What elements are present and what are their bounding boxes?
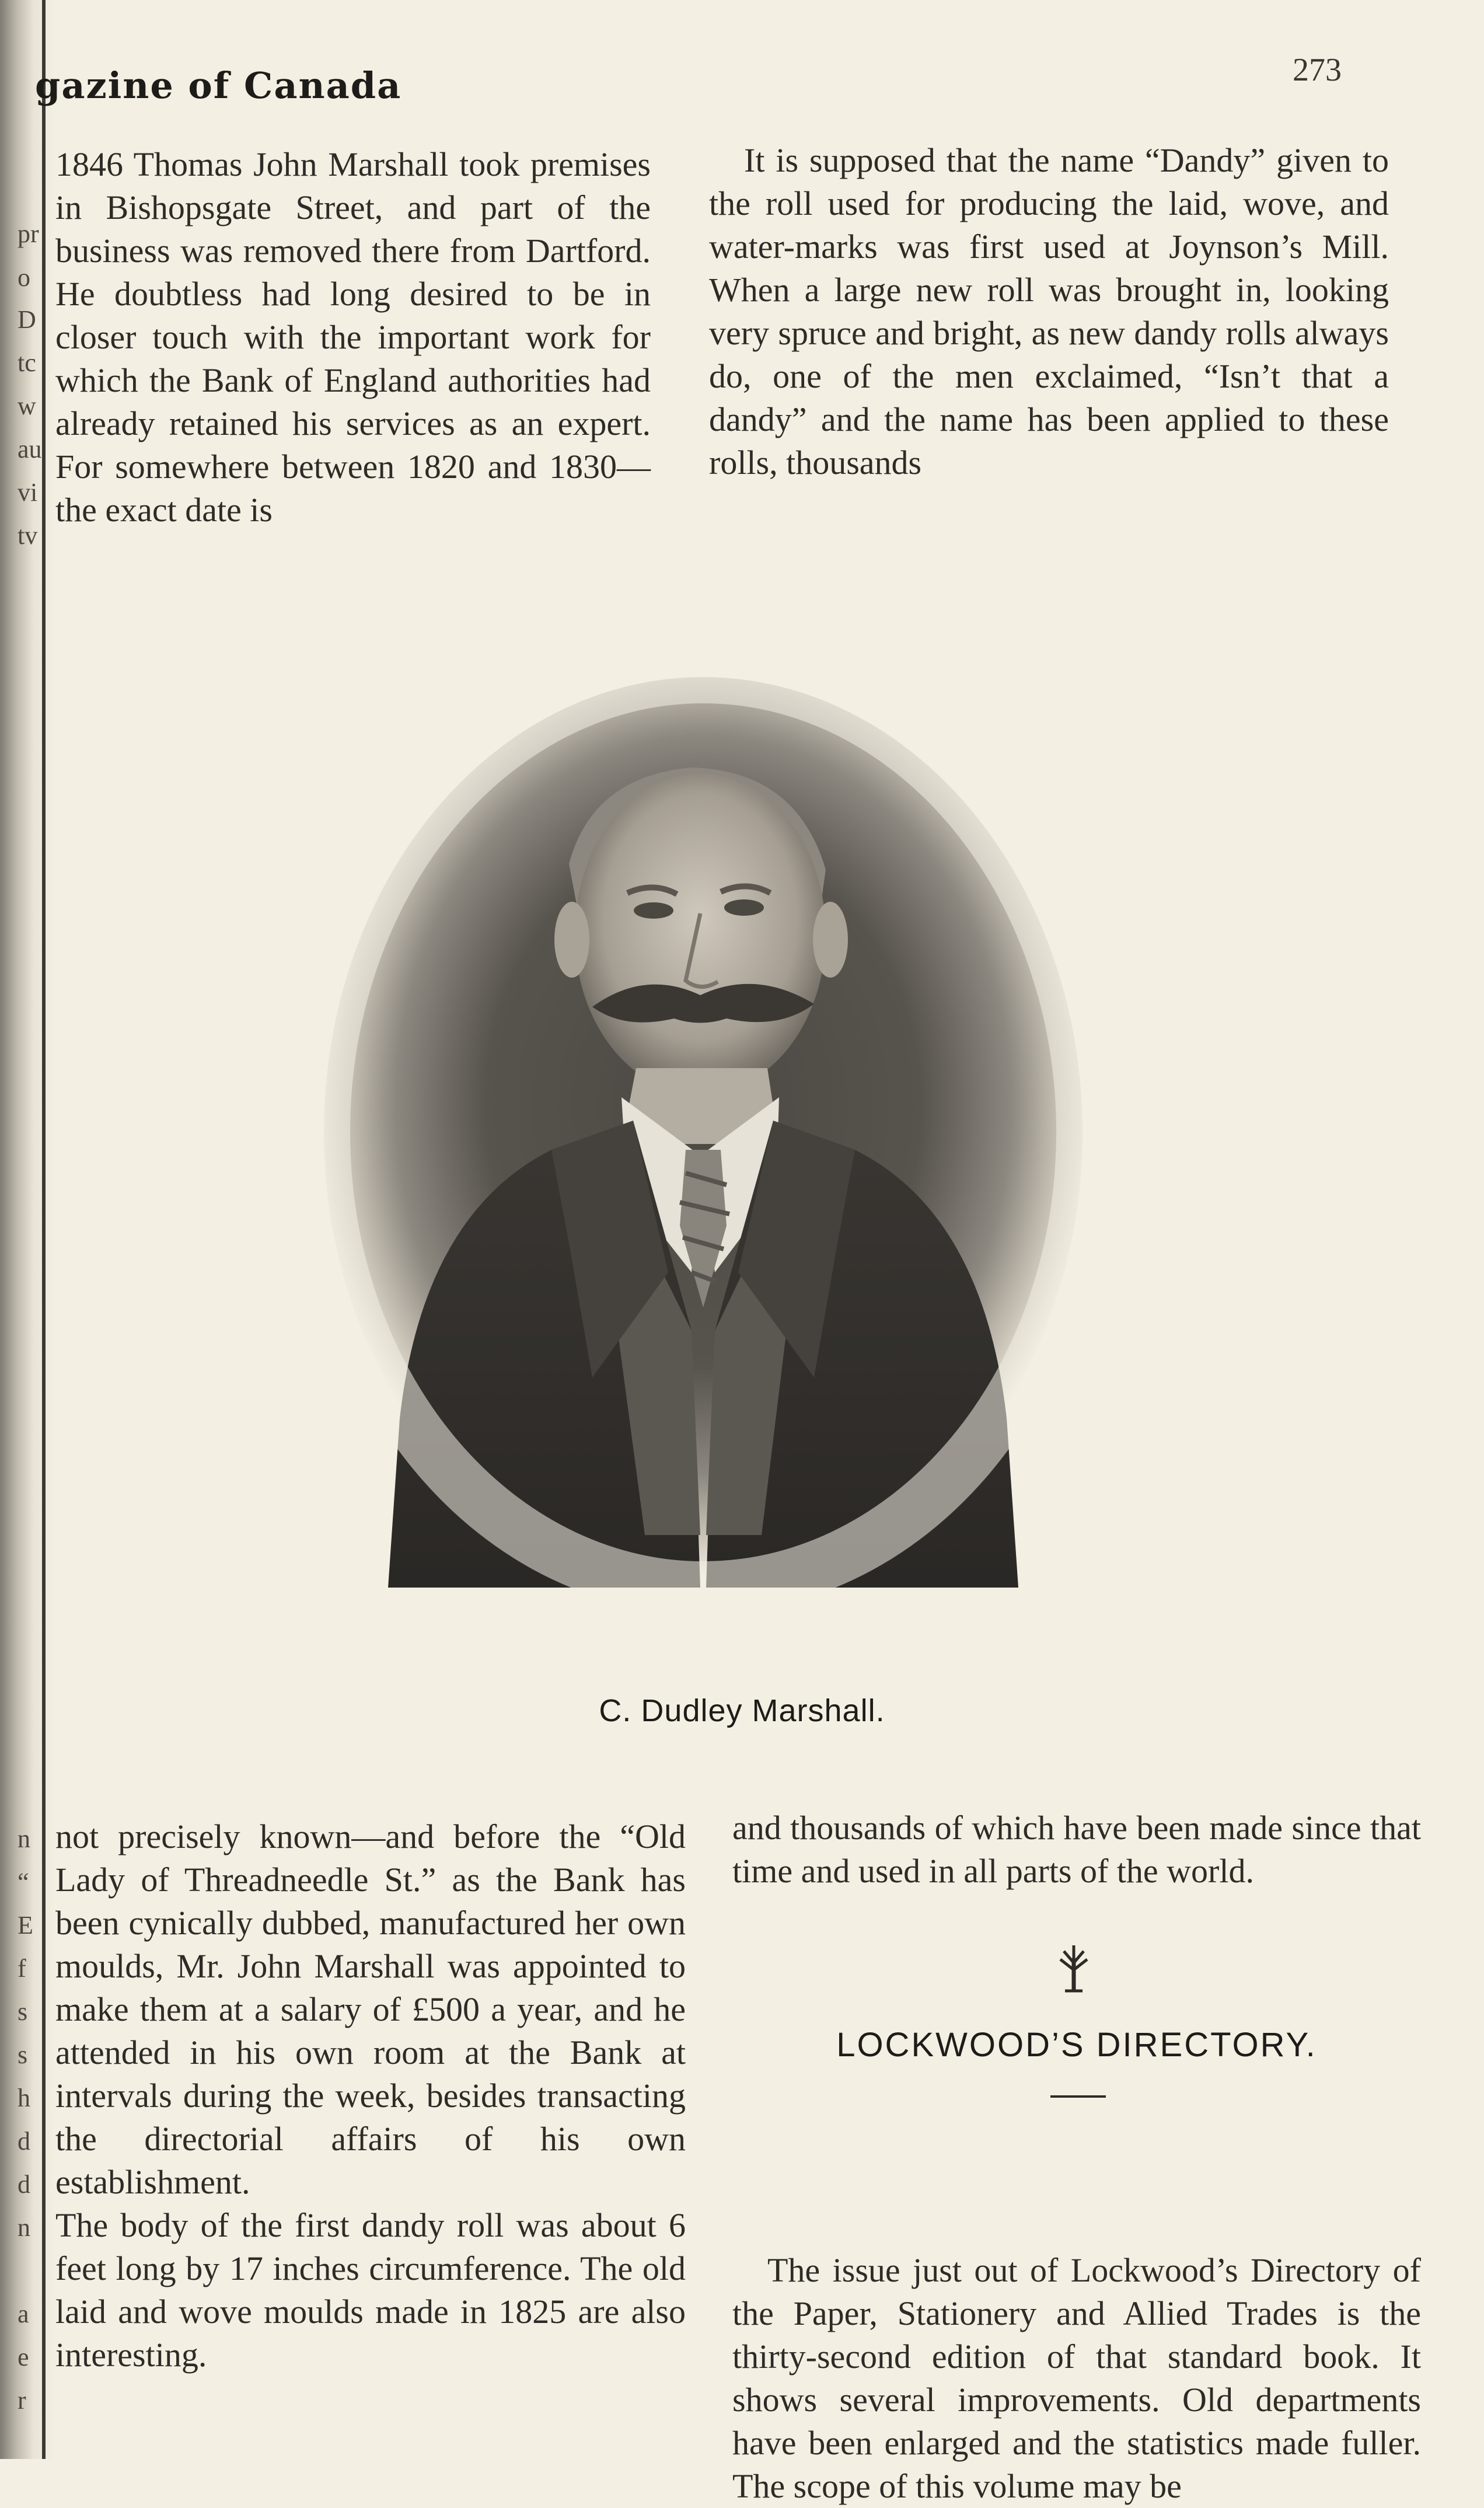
paragraph: It is supposed that the name “Dandy” given to the roll used for producing the laid, wove, and water-marks was first used at Joynson’s Mill. When a large new roll was brought in, looking very spruce and bright, as new dandy rolls always do, one of the men exclaimed, “Isn’t that a dandy” and the name has been applied to these rolls, thousands (709, 141, 1389, 482)
gutter-fragment: pr (18, 219, 39, 248)
gutter-fragment: au (18, 435, 42, 463)
gutter-fragment: s (18, 1997, 28, 2026)
text-column-bottom-right (732, 1806, 1421, 2505)
section-heading: LOCKWOOD’S DIRECTORY. (836, 2026, 1317, 2064)
gutter-fragment: e (18, 2343, 29, 2371)
gutter-fragment: n (18, 2213, 30, 2242)
portrait-caption: C. Dudley Marshall. (599, 1693, 885, 1728)
gutter-fragment: h (18, 2084, 30, 2112)
paragraph: The issue just out of Lockwood’s Directory of the Paper, Stationery and Allied Trades is the thirty-second edition of that standard book. It shows several improvements. Old departments have been enlarged and the statistics made fuller. The scope of this volume may be (732, 2251, 1421, 2505)
paragraph: 1846 Thomas John Marshall took premises in Bishopsgate Street, and part of the business was removed there from Dartford. He doubtless had long desired to be in closer touch with the important work for which the Bank of England authorities had already retained his services as an expert. For somewhere between 1820 and 1830—the exact date is (55, 145, 651, 529)
gutter-fragment: vi (18, 478, 38, 507)
portrait-photo (318, 689, 1088, 1599)
tree-ornament-icon (1047, 1941, 1100, 1993)
gutter-fragment: s (18, 2040, 28, 2069)
gutter-fragment: D (18, 305, 36, 334)
text-column-top-right (709, 139, 1389, 571)
gutter-fragment: r (18, 2386, 26, 2415)
gutter-fragment: “ (18, 1868, 29, 1896)
paragraph: not precisely known—and before the “Old Lady of Threadneedle St.” as the Bank has been cynically dubbed, manufactured her own moulds, Mr. John Marshall was appointed to make them at a salary of £500 a year, and he attended in his own room at the Bank at intervals during the week, besides transacting the directorial affairs of his own establishment. (55, 1818, 686, 2201)
gutter-fragment: o (18, 263, 30, 292)
paragraph: The body of the first dandy roll was about 6 feet long by 17 inches circumference. The old laid and wove moulds made in 1825 are also interesting. (55, 2206, 686, 2374)
gutter-fragment: n (18, 1825, 30, 1853)
text-column-bottom-left (55, 1815, 686, 2457)
gutter-fragment: f (18, 1954, 26, 1983)
gutter-fragment: d (18, 2127, 30, 2155)
heading-rule (1050, 2095, 1106, 2098)
gutter-fragment: w (18, 392, 36, 420)
running-head: gazine of Canada (35, 64, 402, 107)
text-column-top-left (55, 143, 651, 575)
page-number: 273 (1293, 52, 1342, 88)
gutter-fragment: d (18, 2170, 30, 2199)
gutter-fragment: tc (18, 348, 36, 377)
paragraph: and thousands of which have been made since that time and used in all parts of the world. (732, 1809, 1421, 1890)
gutter-fragment: tv (18, 521, 38, 550)
gutter-fragment: E (18, 1911, 33, 1940)
gutter-fragment: a (18, 2300, 29, 2328)
